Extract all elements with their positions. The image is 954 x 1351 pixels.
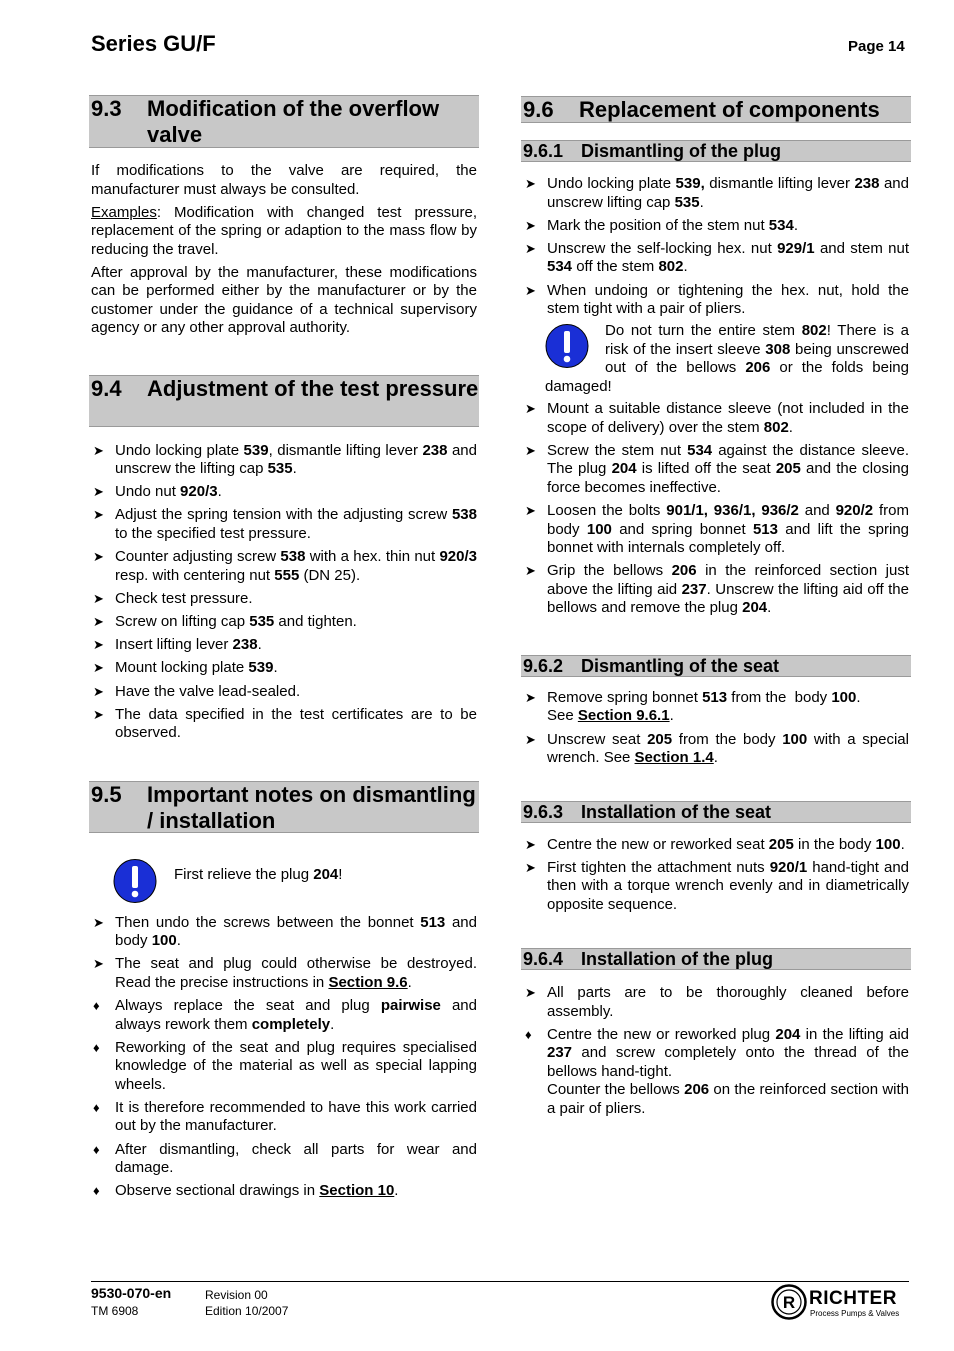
arrow-bullet-icon: ➤ — [525, 401, 536, 417]
link-section-10[interactable]: Section 10 — [319, 1182, 395, 1200]
list-item: ➤ Check test pressure. — [93, 589, 253, 607]
heading-9-4 — [89, 375, 479, 427]
heading-9-3 — [89, 95, 479, 148]
list-item: ➤ Unscrew the self-locking hex. nut 929/1 and stem nut 534 off the stem 802. — [525, 239, 909, 276]
section-title: Modification of the overflow valve — [147, 96, 440, 147]
page-number: Page 14 — [848, 38, 905, 55]
list-item: ➤ Loosen the bolts 901/1, 936/1, 936/2 and 920/2 from body 100 and spring bonnet 513 and lift the spring bonnet with internals completely off. — [525, 502, 910, 557]
list-9-6-2 — [521, 689, 911, 768]
section-number: 9.3 — [91, 96, 122, 121]
arrow-bullet-icon: ➤ — [525, 689, 536, 705]
section-title: Replacement of components — [579, 97, 880, 122]
list-9-6-4 — [521, 984, 911, 1118]
list-9-6-1 — [521, 175, 911, 319]
diamond-bullet-icon: ♦ — [93, 1099, 100, 1115]
arrow-bullet-icon: ➤ — [93, 442, 104, 458]
list-item: ➤ Undo nut 920/3. — [93, 483, 222, 501]
arrow-bullet-icon: ➤ — [93, 637, 104, 653]
list-item: ➤ The seat and plug could otherwise be destroyed. Read the precise instructions in Section 9.6. — [93, 955, 477, 991]
note-text: First relieve the plug 204! — [174, 865, 343, 883]
arrow-bullet-icon: ➤ — [93, 956, 104, 972]
list-item: ♦ Observe sectional drawings in Section 10. — [93, 1182, 399, 1200]
section-number: 9.4 — [91, 375, 122, 401]
list-item: ➤ Grip the bellows 206 in the reinforced section just above the lifting aid 237. Unscrew the lifting aid off the bellows and remove the plug 204. — [525, 562, 910, 617]
arrow-bullet-icon: ➤ — [93, 706, 104, 722]
paragraph: If modifications to the valve are required, the manufacturer must always be consulted. — [91, 162, 477, 198]
left-column — [89, 95, 479, 1206]
exclamation-icon — [545, 324, 589, 368]
document-number: 9530-070-en — [91, 1285, 172, 1301]
paragraph: After approval by the manufacturer, these modifications can be performed either by the manufacturer or by the customer under the guidance of a technical supervisory agency or any other approval authority. — [91, 263, 477, 336]
list-item: ➤ Counter adjusting screw 538 with a hex. thin nut 920/3 resp. with centering nut 555 (DN 25). — [93, 548, 477, 584]
list-item: ➤ Undo locking plate 539, dismantle lifting lever 238 and unscrew lifting cap 535. — [525, 175, 909, 211]
logo-tagline: Process Pumps & Valves — [810, 1309, 900, 1318]
arrow-bullet-icon: ➤ — [525, 217, 536, 233]
list-item: ➤ Adjust the spring tension with the adjusting screw 538 to the specified test pressure. — [93, 506, 477, 542]
arrow-bullet-icon: ➤ — [525, 563, 536, 579]
arrow-bullet-icon: ➤ — [93, 590, 104, 606]
list-9-5 — [89, 914, 479, 1201]
svg-text:R: R — [782, 1293, 796, 1312]
link-section-1-4[interactable]: Section 1.4 — [634, 749, 714, 766]
heading-9-6-1: 9.6.1 Dismantling of the plug — [521, 140, 911, 162]
section-title: Important notes on dismantling / installation — [147, 781, 476, 833]
arrow-bullet-icon: ➤ — [93, 507, 104, 523]
list-item: ➤ Screw the stem nut 534 against the distance sleeve. The plug 204 is lifted off the seat 205 and the closing force becomes ineffective. — [525, 441, 909, 496]
heading-9-5 — [89, 781, 479, 833]
arrow-bullet-icon: ➤ — [525, 240, 536, 256]
list-item: ♦ Always replace the seat and plug pairwise and always rework them completely. — [93, 997, 477, 1033]
list-item: ➤ First tighten the attachment nuts 920/1 hand-tight and then with a torque wrench evenly and in diametrically opposite sequence. — [525, 858, 910, 913]
list-9-6-3 — [521, 836, 911, 915]
arrow-bullet-icon: ➤ — [93, 660, 104, 676]
list-item: ➤ Insert lifting lever 238. — [93, 636, 262, 654]
list-item: ➤ Mount a suitable distance sleeve (not included in the scope of delivery) over the stem 802. — [525, 400, 909, 436]
arrow-bullet-icon: ➤ — [93, 613, 104, 629]
list-item: ➤ All parts are to be thoroughly cleaned before assembly. — [525, 984, 909, 1020]
list-item: ➤ Centre the new or reworked seat 205 in the body 100. — [525, 835, 905, 853]
arrow-bullet-icon: ➤ — [525, 859, 536, 875]
list-item: ➤ The data specified in the test certificates are to be observed. — [93, 705, 477, 742]
arrow-bullet-icon: ➤ — [93, 484, 104, 500]
list-item: ➤ Have the valve lead-sealed. — [93, 682, 301, 700]
heading-9-6-3: 9.6.3 Installation of the seat — [521, 801, 911, 823]
edition: Edition 10/2007 — [205, 1304, 289, 1318]
list-item: ➤ When undoing or tightening the hex. nut, hold the stem tight with a pair of pliers. — [525, 281, 909, 318]
section-number: 9.6 — [523, 97, 554, 122]
arrow-bullet-icon: ➤ — [525, 442, 536, 458]
list-item: ➤ Mark the position of the stem nut 534. — [525, 216, 798, 234]
arrow-bullet-icon: ➤ — [525, 503, 536, 519]
arrow-bullet-icon: ➤ — [525, 985, 536, 1001]
paragraph: Examples: Modification with changed test pressure, replacement of the spring or adaption to the mass flow by reducing the travel. — [91, 203, 477, 258]
list-item: ♦ It is therefore recommended to have this work carried out by the manufacturer. — [93, 1098, 477, 1135]
list-9-6-1-cont — [521, 400, 911, 618]
diamond-bullet-icon: ♦ — [93, 1141, 100, 1157]
tm-number: TM 6908 — [91, 1304, 139, 1318]
arrow-bullet-icon: ➤ — [93, 914, 104, 930]
diamond-bullet-icon: ♦ — [93, 1039, 100, 1055]
heading-9-6-4: 9.6.4 Installation of the plug — [521, 948, 911, 970]
section-title: Adjustment of the test pressure — [147, 375, 479, 401]
warning-note: Do not turn the entire stem 802! There is a risk of the insert sleeve 308 being unscrewed out of the bellows 206 or the folds being damaged! — [545, 322, 909, 395]
list-item: ♦ Centre the new or reworked plug 204 in the lifting aid 237 and screw completely onto the thread of the bellows hand-tight. Counter the bellows 206 on the reinforced section with a pair of pliers. — [525, 1025, 910, 1117]
list-item: ♦ Reworking of the seat and plug requires specialised knowledge of the material as well as special lapping wheels. — [93, 1038, 477, 1093]
list-item: ➤ Unscrew seat 205 from the body 100 with a special wrench. See Section 1.4. — [525, 730, 909, 766]
list-item: ➤ Then undo the screws between the bonnet 513 and body 100. — [93, 913, 477, 950]
arrow-bullet-icon: ➤ — [525, 731, 536, 747]
richter-logo — [771, 1284, 911, 1320]
section-number: 9.5 — [91, 781, 122, 807]
series-title: Series GU/F — [91, 31, 216, 56]
list-item: ➤ Undo locking plate 539, dismantle lifting lever 238 and unscrew the lifting cap 535. — [93, 441, 477, 477]
footer-divider — [91, 1281, 909, 1282]
list-item: ➤ Mount locking plate 539. — [93, 659, 278, 677]
list-item: ➤ Remove spring bonnet 513 from the body 100. See Section 9.6.1. — [525, 688, 861, 725]
heading-9-6 — [521, 96, 911, 123]
right-column — [521, 96, 911, 1123]
warning-note — [89, 859, 479, 911]
list-9-4 — [89, 442, 479, 743]
list-item: ➤ Screw on lifting cap 535 and tighten. — [93, 612, 357, 630]
link-section-9-6[interactable]: Section 9.6 — [328, 973, 408, 991]
richter-logo-icon — [771, 1284, 807, 1320]
arrow-bullet-icon: ➤ — [525, 282, 536, 298]
diamond-bullet-icon: ♦ — [93, 998, 100, 1014]
diamond-bullet-icon: ♦ — [93, 1183, 100, 1199]
exclamation-icon — [113, 859, 157, 903]
arrow-bullet-icon: ➤ — [93, 683, 104, 699]
arrow-bullet-icon: ➤ — [93, 549, 104, 565]
link-section-9-6-1[interactable]: Section 9.6.1 — [577, 707, 670, 725]
diamond-bullet-icon: ♦ — [525, 1026, 532, 1042]
revision: Revision 00 — [205, 1288, 268, 1302]
arrow-bullet-icon: ➤ — [525, 836, 536, 852]
list-item: ♦ After dismantling, check all parts for wear and damage. — [93, 1140, 477, 1177]
heading-9-6-2: 9.6.2 Dismantling of the seat — [521, 655, 911, 677]
logo-name: RICHTER — [809, 1288, 897, 1309]
arrow-bullet-icon: ➤ — [525, 176, 536, 191]
